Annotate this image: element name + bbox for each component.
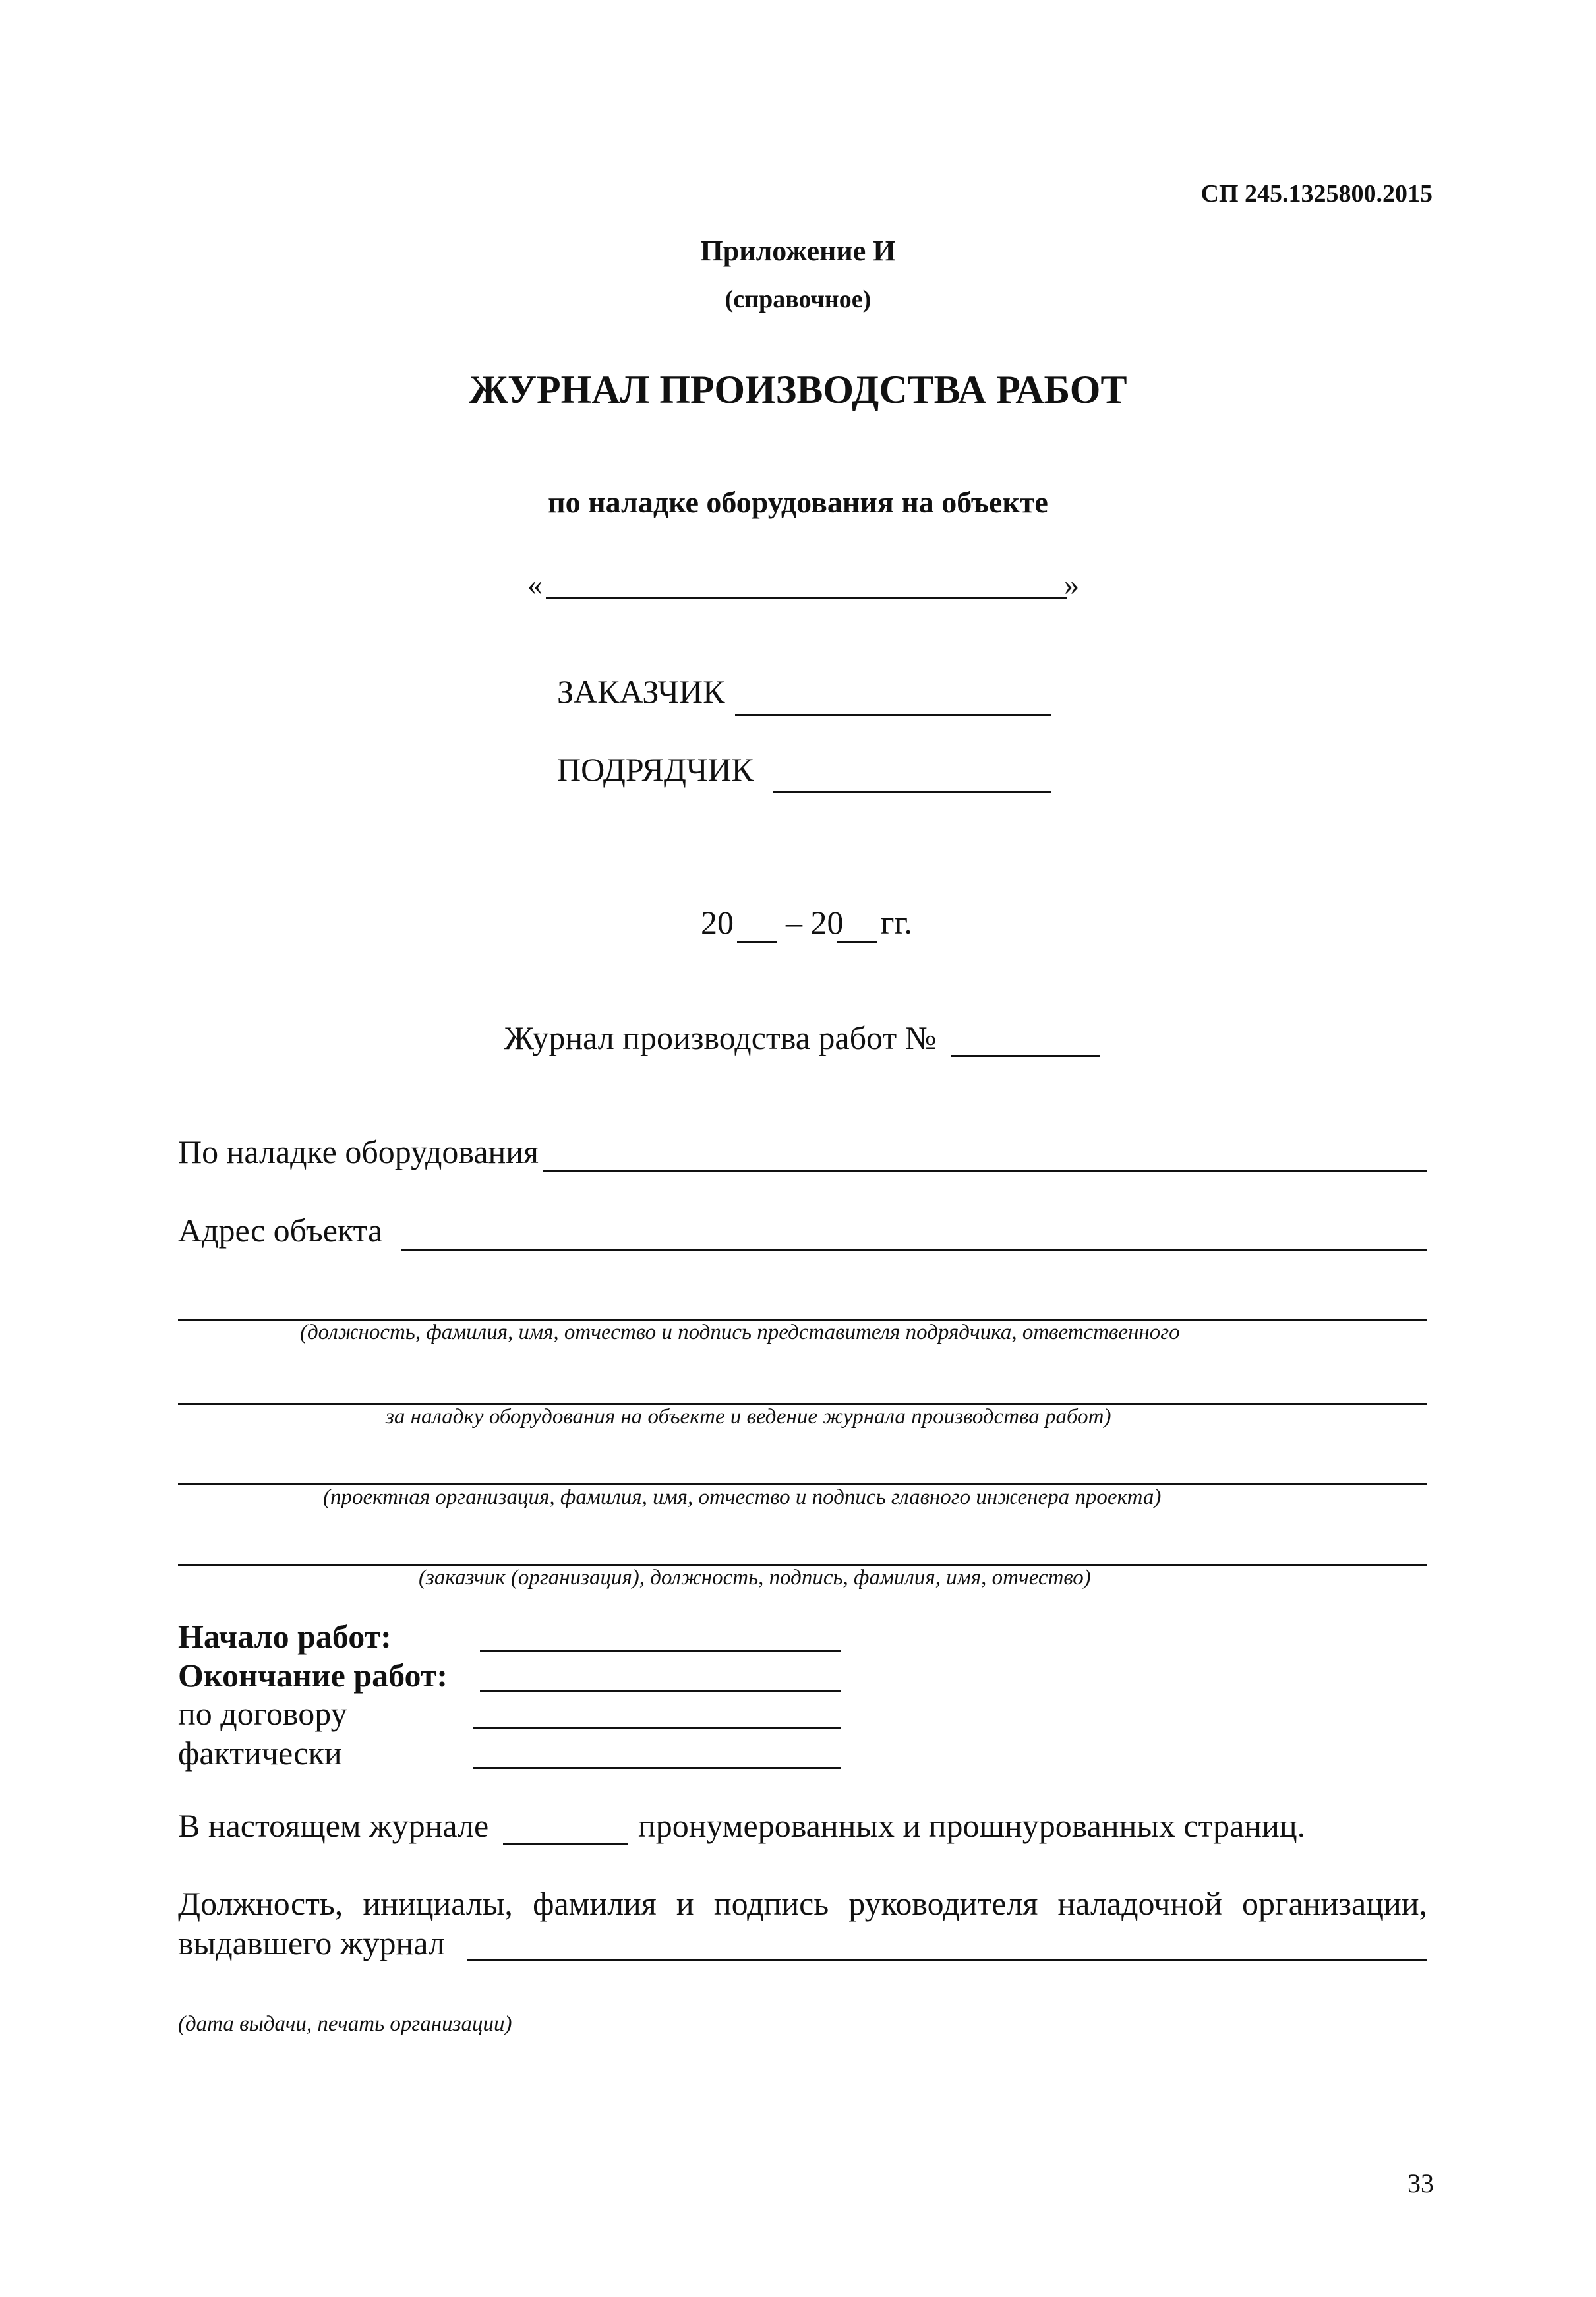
caption-design-org: (проектная организация, фамилия, имя, отчество и подпись главного инженера проекта) bbox=[323, 1485, 1162, 1509]
end-line bbox=[480, 1690, 841, 1692]
page-title: ЖУРНАЛ ПРОИЗВОДСТВА РАБОТ bbox=[469, 368, 1127, 411]
document-code: СП 245.1325800.2015 bbox=[1200, 180, 1433, 208]
address-label: Адрес объекта bbox=[178, 1212, 383, 1249]
quote-close: » bbox=[1064, 568, 1079, 601]
address-line bbox=[401, 1249, 1427, 1251]
annex-title: Приложение И bbox=[700, 235, 896, 267]
journal-number-label: Журнал производства работ № bbox=[504, 1019, 937, 1056]
pages-count-line bbox=[503, 1843, 628, 1845]
year-suffix: гг. bbox=[881, 904, 912, 941]
start-label: Начало работ: bbox=[178, 1618, 392, 1655]
contractor-label: ПОДРЯДЧИК bbox=[557, 751, 754, 788]
page-number: 33 bbox=[1407, 2168, 1434, 2198]
year-start-line bbox=[737, 941, 777, 943]
issuer-line-1: Должность, инициалы, фамилия и подпись руководителя наладочной организации, bbox=[178, 1885, 1427, 1922]
start-line bbox=[480, 1650, 841, 1652]
equipment-line bbox=[543, 1170, 1427, 1172]
pages-text-before: В настоящем журнале bbox=[178, 1807, 489, 1844]
actual-label: фактически bbox=[178, 1735, 342, 1772]
page-subtitle: по наладке оборудования на объекте bbox=[548, 485, 1048, 519]
year-end-line bbox=[837, 941, 877, 943]
caption-contractor-rep-2: за наладку оборудования на объекте и ведение журнала производства работ) bbox=[386, 1405, 1111, 1429]
year-dash: – 20 bbox=[786, 904, 844, 941]
end-label: Окончание работ: bbox=[178, 1657, 448, 1694]
caption-contractor-rep-1: (должность, фамилия, имя, отчество и подпись представителя подрядчика, ответственного bbox=[300, 1321, 1180, 1344]
by-contract-label: по договору bbox=[178, 1695, 347, 1732]
caption-issue-date: (дата выдачи, печать организации) bbox=[178, 2012, 512, 2036]
pages-text-after: пронумерованных и прошнурованных страниц. bbox=[638, 1807, 1306, 1844]
caption-customer-org: (заказчик (организация), должность, подпись, фамилия, имя, отчество) bbox=[419, 1566, 1091, 1590]
customer-label: ЗАКАЗЧИК bbox=[557, 673, 725, 710]
quote-open: « bbox=[527, 568, 543, 601]
object-name-line bbox=[546, 597, 1067, 599]
issuer-line bbox=[467, 1959, 1427, 1961]
contractor-line bbox=[773, 791, 1051, 793]
year-prefix: 20 bbox=[701, 904, 734, 941]
by-contract-line bbox=[473, 1727, 841, 1729]
issuer-line-2: выдавшего журнал bbox=[178, 1924, 445, 1961]
equipment-label: По наладке оборудования bbox=[178, 1133, 539, 1170]
actual-line bbox=[473, 1767, 841, 1769]
journal-number-line bbox=[951, 1055, 1100, 1057]
annex-type: (справочное) bbox=[724, 285, 872, 313]
customer-line bbox=[735, 714, 1051, 716]
